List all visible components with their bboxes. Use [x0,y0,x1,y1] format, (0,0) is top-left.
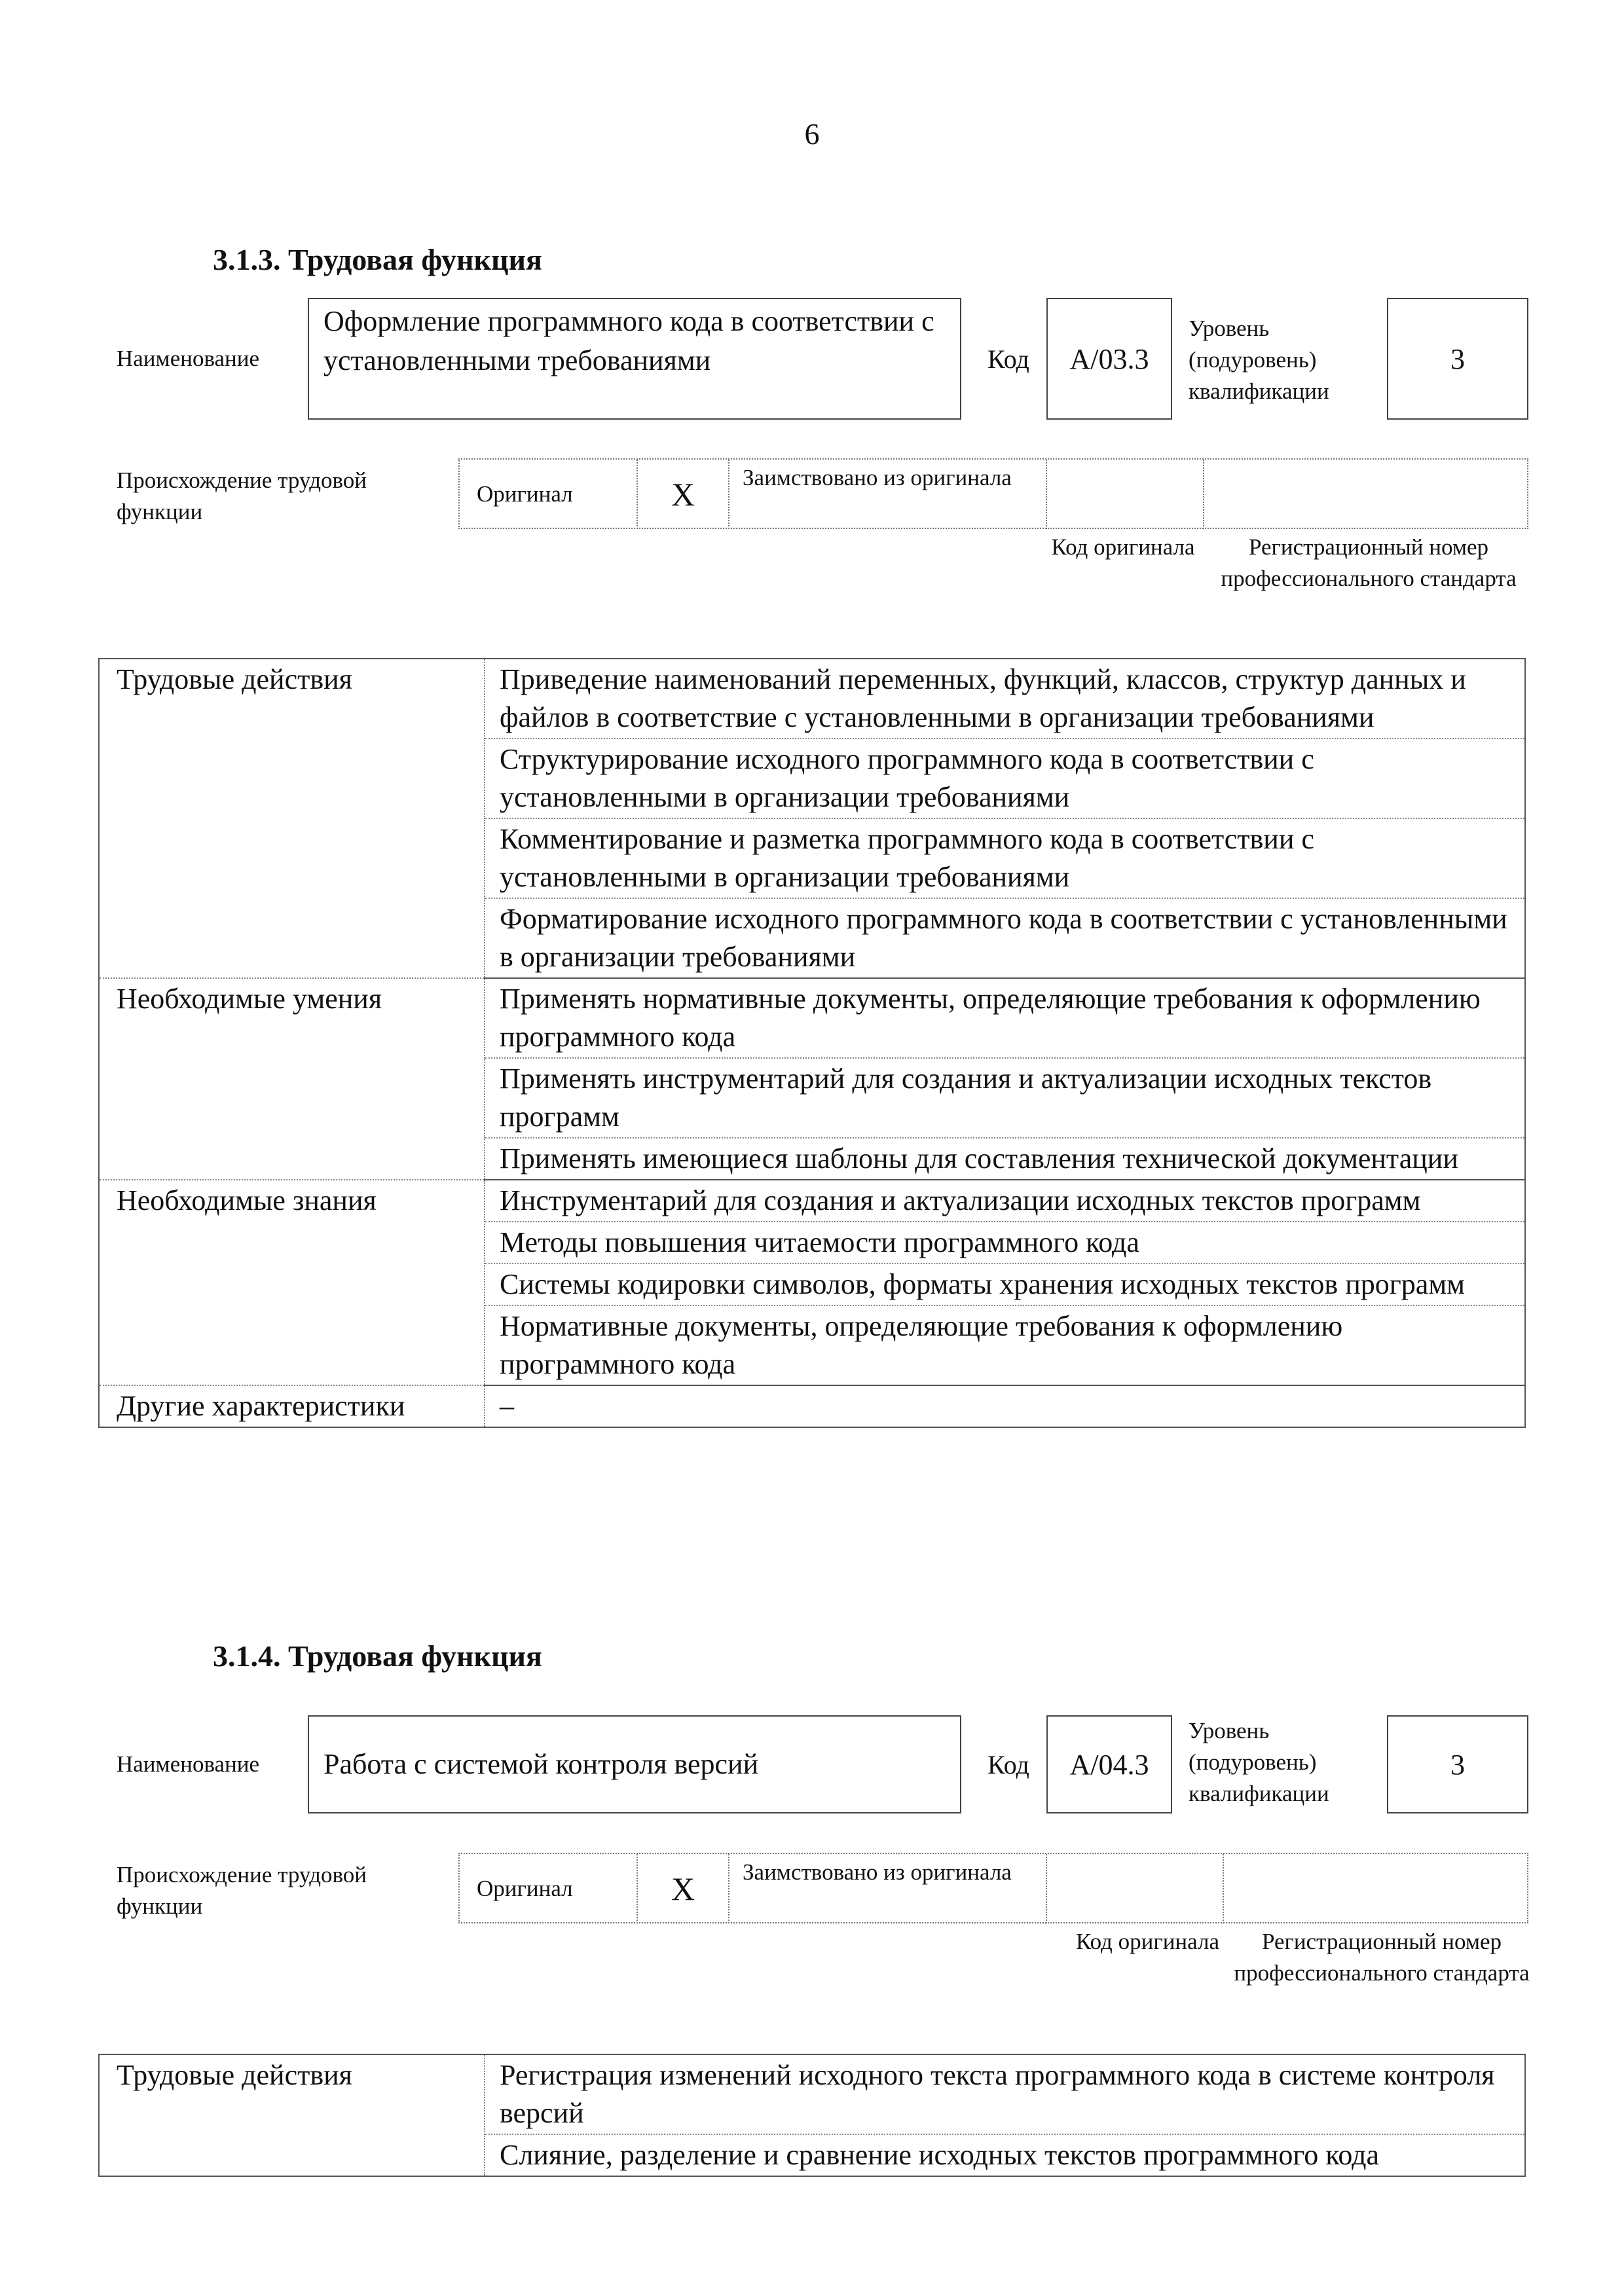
table-row: Методы повышения читаемости программного кода [485,1222,1525,1264]
table-row: Форматирование исходного программного кода в соответствии с установленными в организации требованиями [485,898,1525,978]
table-row: – [485,1385,1525,1427]
reg-number-caption: Регистрационный номер профессионального стандарта [1221,534,1517,591]
origin-code-cell [1046,460,1203,529]
table-row: Структурирование исходного программного кода в соответствии с установленными в организации требованиями [485,738,1525,818]
page-number: 6 [804,117,820,151]
origin-code-caption: Код оригинала [1075,1929,1220,1954]
level-value: 3 [1387,298,1528,420]
code-value: A/04.3 [1046,1715,1172,1813]
group-header: Трудовые действия [99,2054,485,2176]
table-row: Применять инструментарий для создания и актуализации исходных текстов программ [485,1058,1525,1138]
origin-row [458,458,1528,529]
table-row: Регистрация изменений исходного текста программного кода в системе контроля версий [485,2054,1525,2134]
section-title: 3.1.3. Трудовая функция [213,243,542,276]
group-header: Другие характеристики [99,1385,485,1427]
group-header: Трудовые действия [99,659,485,978]
code-label: Код [987,344,1029,374]
group-header: Необходимые знания [99,1180,485,1385]
group-header: Необходимые умения [99,978,485,1180]
section-title: 3.1.4. Трудовая функция [213,1639,542,1673]
function-name-box: Оформление программного кода в соответствии с установленными требованиями [308,298,961,420]
origin-row [458,1853,1528,1923]
table-row: Нормативные документы, определяющие требования к оформлению программного кода [485,1305,1525,1385]
table-row: Комментирование и разметка программного кода в соответствии с установленными в организации требованиями [485,818,1525,898]
origin-code-cell [1046,1854,1223,1923]
table-row: Применять нормативные документы, определяющие требования к оформлению программного кода [485,978,1525,1058]
level-value: 3 [1387,1715,1528,1813]
origin-label: Происхождение трудовой функции [117,1862,367,1919]
table-row: Слияние, разделение и сравнение исходных текстов программного кода [485,2134,1525,2176]
name-label: Наименование [117,346,260,371]
level-label: Уровень (подуровень) квалификации [1189,1718,1329,1806]
name-label: Наименование [117,1751,260,1777]
code-label: Код [987,1749,1029,1779]
origin-label: Происхождение трудовой функции [117,467,367,524]
table-row: Инструментарий для создания и актуализации исходных текстов программ [485,1180,1525,1222]
original-label: Оригинал [477,481,573,507]
origin-code-caption: Код оригинала [1051,534,1195,560]
function-name-box: Работа с системой контроля версий [308,1715,961,1813]
reg-number-cell [1203,460,1527,529]
reg-number-caption: Регистрационный номер профессионального стандарта [1234,1929,1530,1986]
original-label: Оригинал [477,1876,573,1901]
function-table-314 [98,2054,1526,2177]
function-table-313 [98,658,1526,1428]
borrowed-label: Заимствовано из оригинала [728,460,1046,529]
original-mark: X [637,460,728,529]
reg-number-cell [1223,1854,1527,1923]
borrowed-label: Заимствовано из оригинала [728,1854,1046,1923]
table-row: Применять имеющиеся шаблоны для составления технической документации [485,1138,1525,1180]
table-row: Системы кодировки символов, форматы хранения исходных текстов программ [485,1264,1525,1305]
table-row: Приведение наименований переменных, функций, классов, структур данных и файлов в соответствие с установленными в организации требованиями [485,659,1525,738]
original-mark: X [637,1854,728,1923]
level-label: Уровень (подуровень) квалификации [1189,316,1329,404]
code-value: A/03.3 [1046,298,1172,420]
